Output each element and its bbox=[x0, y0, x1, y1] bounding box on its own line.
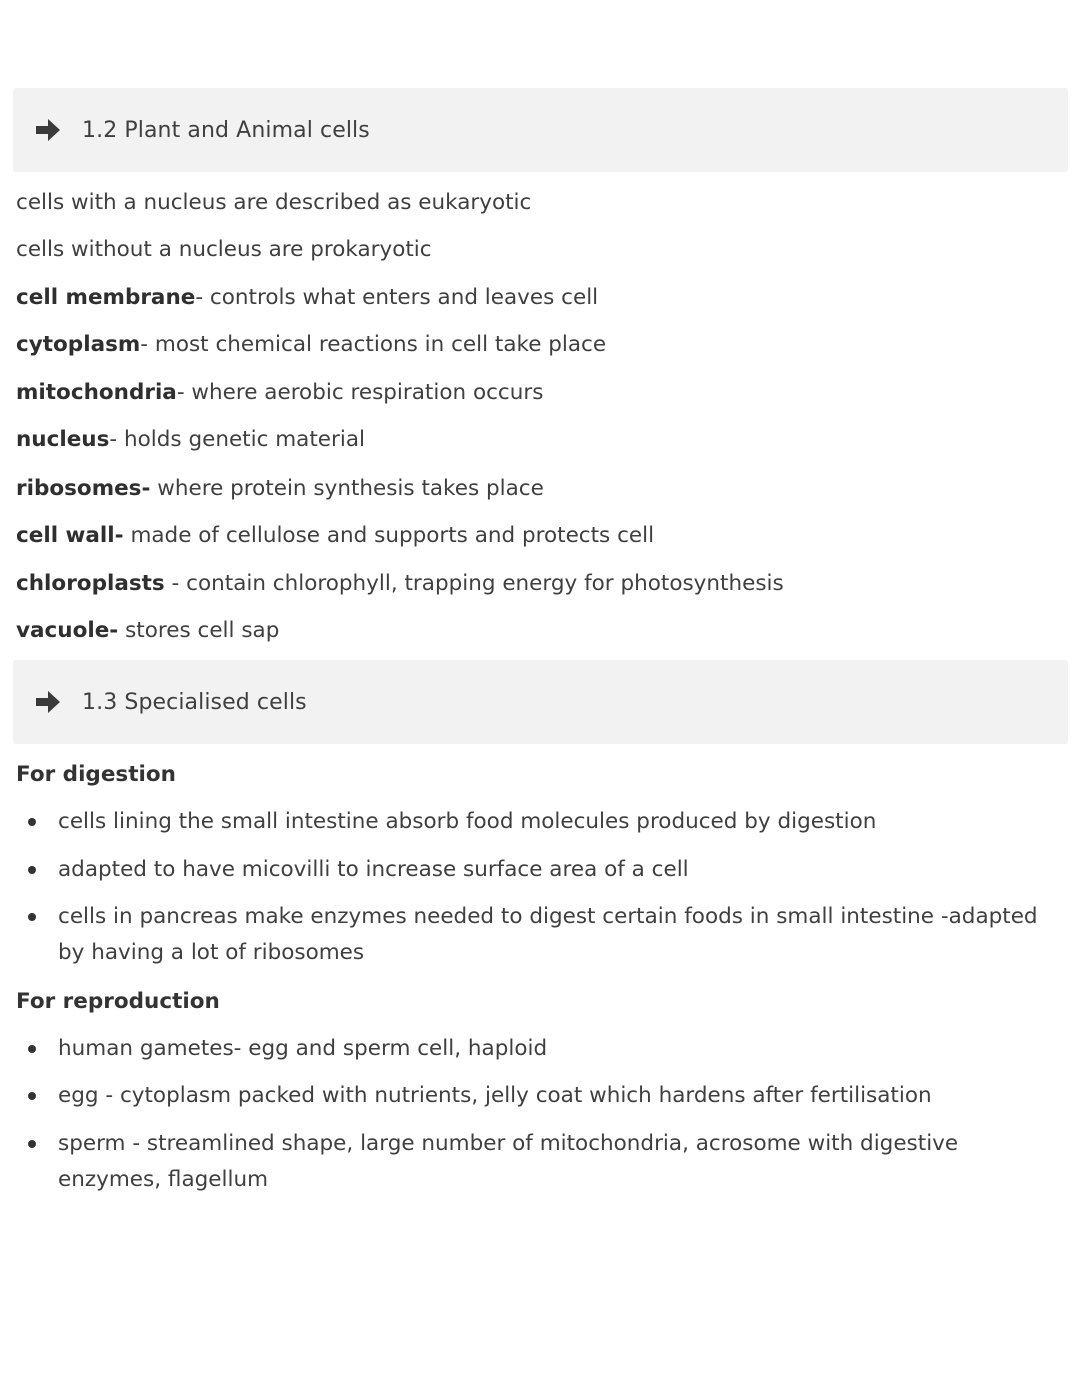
bullet-icon bbox=[28, 818, 36, 826]
list-item bbox=[28, 1078, 1048, 1114]
term: nucleus bbox=[16, 427, 110, 452]
section-title: 1.3 Specialised cells bbox=[82, 689, 307, 715]
bullet-icon bbox=[28, 1092, 36, 1100]
list-item-text: cells in pancreas make enzymes needed to digest certain foods in small intestine -adapted by having a lot of ribosomes bbox=[58, 904, 1038, 965]
term-line bbox=[16, 521, 654, 551]
term-definition: made of cellulose and supports and protects cell bbox=[130, 523, 655, 548]
term-definition: most chemical reactions in cell take place bbox=[154, 332, 607, 357]
term-separator: - bbox=[140, 332, 155, 357]
bullet-icon bbox=[28, 866, 36, 874]
list-item-text: egg - cytoplasm packed with nutrients, jelly coat which hardens after fertilisation bbox=[58, 1083, 932, 1108]
arrow-right-icon bbox=[34, 688, 62, 716]
term-line bbox=[16, 616, 279, 646]
term-line bbox=[16, 378, 543, 408]
term-line bbox=[16, 283, 598, 313]
list-item bbox=[28, 852, 1048, 888]
term: vacuole- bbox=[16, 618, 119, 643]
note-line: cells without a nucleus are prokaryotic bbox=[16, 237, 432, 262]
section-header-specialised-cells[interactable] bbox=[13, 660, 1068, 744]
term: cell wall- bbox=[16, 523, 124, 548]
note-line: cells with a nucleus are described as eukaryotic bbox=[16, 190, 532, 215]
list-item-text: cells lining the small intestine absorb food molecules produced by digestion bbox=[58, 809, 877, 834]
bullet-icon bbox=[28, 913, 36, 921]
term-separator: - bbox=[195, 285, 210, 310]
list-item-text: adapted to have micovilli to increase surface area of a cell bbox=[58, 857, 689, 882]
list-item bbox=[28, 899, 1048, 971]
term: cell membrane bbox=[16, 285, 196, 310]
term-line bbox=[16, 425, 365, 455]
bullet-icon bbox=[28, 1140, 36, 1148]
term-line bbox=[16, 569, 784, 599]
arrow-right-icon bbox=[34, 116, 62, 144]
term-definition: where protein synthesis takes place bbox=[157, 476, 544, 501]
list-item bbox=[28, 804, 1048, 840]
list-item bbox=[28, 1031, 1048, 1067]
term-separator: - bbox=[164, 571, 187, 596]
term-line bbox=[16, 474, 544, 504]
term-definition: stores cell sap bbox=[125, 618, 280, 643]
list-item bbox=[28, 1126, 1048, 1198]
term-separator: - bbox=[176, 380, 192, 405]
term-definition: where aerobic respiration occurs bbox=[191, 380, 544, 405]
term-separator: - bbox=[109, 427, 125, 452]
list-item-text: sperm - streamlined shape, large number of mitochondria, acrosome with digestive enzymes, flagellum bbox=[58, 1131, 959, 1192]
term-definition: controls what enters and leaves cell bbox=[209, 285, 599, 310]
term: ribosomes- bbox=[16, 476, 151, 501]
group-heading-digestion: For digestion bbox=[16, 762, 176, 787]
section-title: 1.2 Plant and Animal cells bbox=[82, 117, 370, 143]
term-line bbox=[16, 330, 606, 360]
term-definition: contain chlorophyll, trapping energy for photosynthesis bbox=[186, 571, 784, 596]
term-definition: holds genetic material bbox=[124, 427, 365, 452]
section-header-plant-animal-cells[interactable] bbox=[13, 88, 1068, 172]
list-item-text: human gametes- egg and sperm cell, haploid bbox=[58, 1036, 548, 1061]
term: mitochondria bbox=[16, 380, 177, 405]
term: chloroplasts bbox=[16, 571, 165, 596]
bullet-icon bbox=[28, 1045, 36, 1053]
group-heading-reproduction: For reproduction bbox=[16, 989, 220, 1014]
term: cytoplasm bbox=[16, 332, 141, 357]
